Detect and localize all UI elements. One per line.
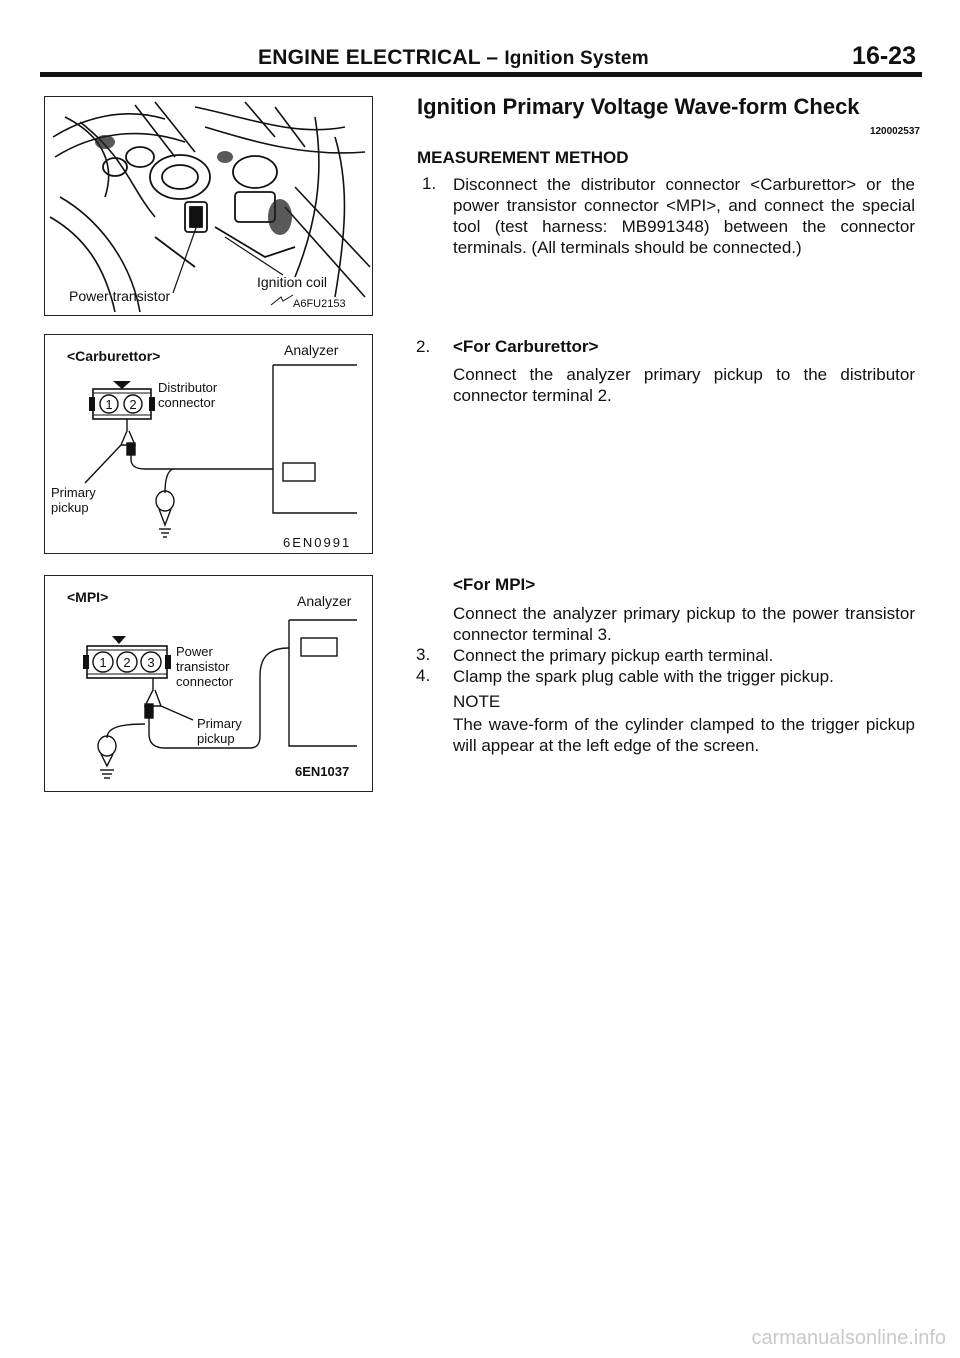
step-2-heading: <For Carburettor> (453, 337, 599, 356)
figure-code: 6EN1037 (295, 764, 350, 779)
analyzer-box (289, 620, 357, 746)
figure-code: A6FU2153 (293, 298, 346, 310)
analyzer-port (283, 463, 315, 481)
carburettor-heading: <Carburettor> (67, 348, 161, 364)
footer-watermark: carmanualsonline.info (751, 1327, 946, 1349)
connector-pin-2: 2 (123, 655, 131, 670)
step-3-number: 3. (416, 645, 431, 664)
header-title-main: ENGINE ELECTRICAL (258, 46, 481, 69)
method-heading: MEASUREMENT METHOD (417, 148, 629, 167)
mpi-heading: <MPI> (67, 589, 109, 605)
header-title-sub: Ignition System (504, 48, 649, 69)
page-header-title (258, 46, 649, 70)
connector-pin-1: 1 (99, 655, 107, 670)
step-2-number: 2. (416, 337, 431, 356)
note-text: The wave-form of the cylinder clamped to the trigger pickup will appear at the left edge of the screen. (453, 715, 915, 755)
connector-pin-1: 1 (105, 397, 113, 412)
reference-code: 120002537 (869, 126, 920, 137)
connector-label-line2: connector (158, 395, 216, 410)
connector-pin-3: 3 (147, 655, 155, 670)
pickup-label-line2: pickup (197, 731, 235, 746)
analyzer-port (301, 638, 337, 656)
carburettor-analyzer-label: Analyzer (284, 342, 339, 358)
engine-photo-figure (44, 96, 373, 316)
connector-label-line2: transistor (176, 659, 230, 674)
step-3-text: Connect the primary pickup earth terminal. (453, 646, 774, 665)
step-2-text: Connect the analyzer primary pickup to the distributor connector terminal 2. (453, 365, 915, 405)
label-ignition-coil: Ignition coil (257, 274, 328, 290)
probe-wiring (85, 419, 273, 537)
carburettor-diagram (45, 335, 372, 553)
mpi-diagram (45, 576, 372, 791)
label-power-transistor: Power transistor (69, 288, 171, 304)
connector-label-line1: Distributor (158, 380, 218, 395)
step-4-number: 4. (416, 666, 431, 685)
engine-photo-illustration (45, 97, 372, 315)
step-1-number: 1. (422, 174, 437, 193)
page-number: 16-23 (852, 42, 916, 70)
mpi-diagram-figure (44, 575, 373, 792)
pickup-label-line1: Primary (197, 716, 242, 731)
connector-label-line3: connector (176, 674, 234, 689)
header-rule (40, 72, 922, 77)
figure-code: 6EN0991 (283, 535, 352, 550)
note-label: NOTE (453, 692, 501, 711)
carburettor-diagram-figure (44, 334, 373, 554)
pickup-label-line1: Primary (51, 485, 96, 500)
mpi-analyzer-label: Analyzer (297, 593, 352, 609)
section-title: Ignition Primary Voltage Wave-form Check (417, 94, 860, 119)
step-4-text: Clamp the spark plug cable with the trigger pickup. (453, 667, 834, 686)
connector-label-line1: Power (176, 644, 213, 659)
pickup-label-line2: pickup (51, 500, 89, 515)
mpi-text: Connect the analyzer primary pickup to the power transistor connector terminal 3. (453, 604, 915, 644)
mpi-subheading: <For MPI> (453, 575, 536, 594)
analyzer-box (273, 365, 357, 513)
distributor-connector (89, 381, 155, 419)
step-1-text: Disconnect the distributor connector <Carburettor> or the power transistor connector <MPI>, and connect the special tool (test harness: MB991348) between the connector terminals. (All terminals should be connected.) (453, 175, 915, 257)
header-title-separator: – (480, 46, 505, 69)
connector-pin-2: 2 (129, 397, 137, 412)
